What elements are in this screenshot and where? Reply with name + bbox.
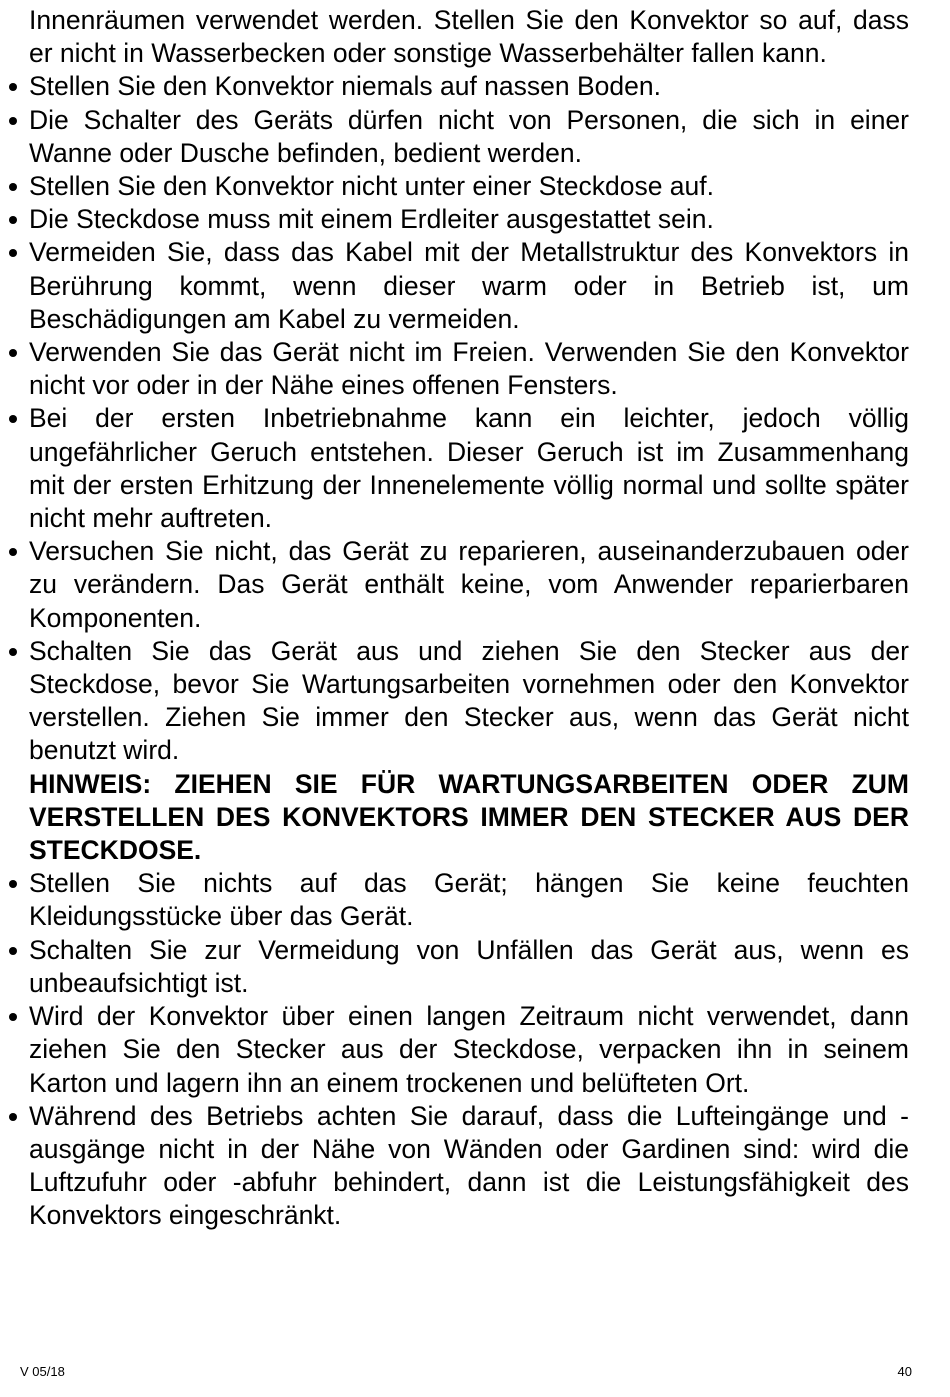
list-item bbox=[29, 934, 909, 1000]
list-item-text: Stellen Sie nichts auf das Gerät; hängen Sie keine feuchten Kleidungsstücke über das Gerät. bbox=[29, 868, 909, 932]
bullet-icon bbox=[7, 203, 21, 236]
list-item-text: Die Steckdose muss mit einem Erdleiter ausgestattet sein. bbox=[29, 204, 714, 235]
list-item bbox=[29, 70, 909, 103]
bullet-icon bbox=[7, 236, 21, 269]
list-item bbox=[29, 170, 909, 203]
list-item bbox=[29, 1100, 909, 1233]
safety-list-a bbox=[29, 70, 909, 767]
list-item-text: Verwenden Sie das Gerät nicht im Freien. Verwenden Sie den Konvektor nicht vor oder in der Nähe eines offenen Fensters. bbox=[29, 337, 909, 401]
list-item-text: Vermeiden Sie, dass das Kabel mit der Metallstruktur des Konvektors in Berührung kommt, wenn dieser warm oder in Betrieb ist, um Beschädigungen am Kabel zu vermeiden. bbox=[29, 237, 909, 334]
list-item bbox=[29, 203, 909, 236]
list-item-text: Wird der Konvektor über einen langen Zeitraum nicht verwendet, dann ziehen Sie den Stecker aus der Steckdose, verpacken ihn in seinem Karton und lagern ihn an einem trockenen und belüfteten Ort. bbox=[29, 1001, 909, 1098]
list-item bbox=[29, 1000, 909, 1100]
bullet-icon bbox=[7, 1000, 21, 1033]
list-item-text: Schalten Sie das Gerät aus und ziehen Sie den Stecker aus der Steckdose, bevor Sie Wartungsarbeiten vornehmen oder den Konvektor verstellen. Ziehen Sie immer den Stecker aus, wenn das Gerät nicht benutzt wird. bbox=[29, 635, 909, 766]
safety-list-b bbox=[29, 867, 909, 1232]
bullet-icon bbox=[7, 934, 21, 967]
document-body bbox=[29, 4, 909, 1233]
list-item bbox=[29, 104, 909, 170]
list-item-text: Versuchen Sie nicht, das Gerät zu reparieren, auseinanderzubauen oder zu verändern. Das Gerät enthält keine, vom Anwender reparierbaren Komponenten. bbox=[29, 536, 909, 633]
bullet-icon bbox=[7, 635, 21, 668]
bullet-icon bbox=[7, 104, 21, 137]
list-item bbox=[29, 867, 909, 933]
list-item-text: Die Schalter des Geräts dürfen nicht von Personen, die sich in einer Wanne oder Dusche befinden, bedient werden. bbox=[29, 104, 909, 168]
list-item-text: Schalten Sie zur Vermeidung von Unfällen das Gerät aus, wenn es unbeaufsichtigt ist. bbox=[29, 934, 909, 998]
list-item bbox=[29, 635, 909, 768]
footer-version: V 05/18 bbox=[20, 1364, 65, 1379]
bullet-icon bbox=[7, 535, 21, 568]
bullet-icon bbox=[7, 1100, 21, 1133]
list-item-text: Während des Betriebs achten Sie darauf, dass die Lufteingänge und -ausgänge nicht in der Nähe von Wänden oder Gardinen sind: wird die Luftzufuhr oder -abfuhr behindert, dann ist die Leistungsfähigkeit des Konvektors eingeschränkt. bbox=[29, 1100, 909, 1231]
footer-page-number: 40 bbox=[897, 1364, 912, 1379]
bullet-icon bbox=[7, 867, 21, 900]
warning-note: HINWEIS: ZIEHEN SIE FÜR WARTUNGSARBEITEN ODER ZUM VERSTELLEN DES KONVEKTORS IMMER DEN STECKER AUS DER STECKDOSE. bbox=[29, 768, 909, 866]
bullet-icon bbox=[7, 170, 21, 203]
list-item bbox=[29, 535, 909, 635]
list-item-text: Stellen Sie den Konvektor niemals auf nassen Boden. bbox=[29, 71, 661, 102]
list-item bbox=[29, 336, 909, 402]
list-item-text: Bei der ersten Inbetriebnahme kann ein leichter, jedoch völlig ungefährlicher Geruch entstehen. Dieser Geruch ist im Zusammenhang mit der ersten Erhitzung der Innenelemente völlig normal und sollte später nicht mehr auftreten. bbox=[29, 403, 909, 534]
bullet-icon bbox=[7, 402, 21, 435]
bullet-icon bbox=[7, 70, 21, 103]
list-item bbox=[29, 402, 909, 535]
bullet-icon bbox=[7, 336, 21, 369]
intro-paragraph: Innenräumen verwendet werden. Stellen Sie den Konvektor so auf, dass er nicht in Wasserbecken oder sonstige Wasserbehälter fallen kann. bbox=[29, 5, 909, 69]
list-item bbox=[29, 236, 909, 336]
list-item-text: Stellen Sie den Konvektor nicht unter einer Steckdose auf. bbox=[29, 171, 715, 202]
